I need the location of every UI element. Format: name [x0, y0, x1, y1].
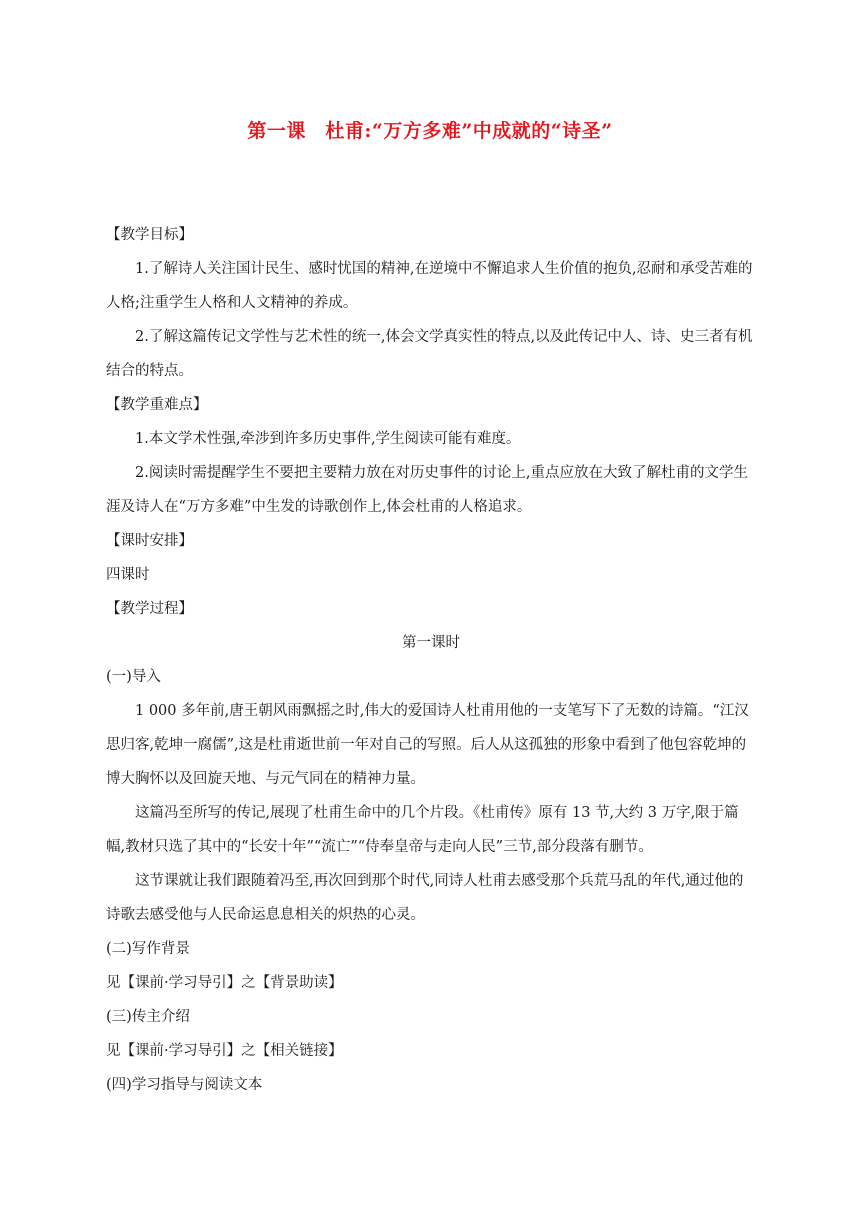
goal-item: 2.了解这篇传记文学性与艺术性的统一,体会文学真实性的特点,以及此传记中人、诗、史三者有机结合的特点。	[106, 329, 753, 379]
intro-paragraph: 1 000 多年前,唐王朝风雨飘摇之时,伟大的爱国诗人杜甫用他的一支笔写下了无数的诗篇。“江汉思归客,乾坤一腐儒”,这是杜甫逝世前一年对自己的写照。后人从这孤独的形象中看到了他包容乾坤的博大胸怀以及回旋天地、与元气同在的精神力量。	[106, 703, 749, 787]
author-text: 见【课前·学习导引】之【相关链接】	[106, 1043, 343, 1059]
background-heading: (二)写作背景	[106, 941, 190, 957]
intro-heading: (一)导入	[106, 669, 161, 685]
key-point-item: 1.本文学术性强,牵涉到许多历史事件,学生阅读可能有难度。	[135, 431, 521, 447]
author-heading: (三)传主介绍	[106, 1009, 190, 1025]
schedule-text: 四课时	[106, 567, 150, 583]
key-point-item: 2.阅读时需提醒学生不要把主要精力放在对历史事件的讨论上,重点应放在大致了解杜甫的文学生涯及诗人在“万方多难”中生发的诗歌创作上,体会杜甫的人格追求。	[106, 465, 748, 515]
lesson-title: 第一课时	[402, 635, 460, 651]
reading-heading: (四)学习指导与阅读文本	[106, 1077, 263, 1093]
process-heading: 【教学过程】	[106, 601, 193, 617]
schedule-heading: 【课时安排】	[106, 533, 193, 549]
page-title: 第一课 杜甫:“万方多难”中成就的“诗圣”	[247, 120, 613, 142]
intro-paragraph: 这篇冯至所写的传记,展现了杜甫生命中的几个片段。《杜甫传》原有 13 节,大约 3 万字,限于篇幅,教材只选了其中的“长安十年”“流亡”“侍奉皇帝与走向人民”三节,部分段落有删节。	[106, 805, 739, 855]
intro-paragraph: 这节课就让我们跟随着冯至,再次回到那个时代,同诗人杜甫去感受那个兵荒马乱的年代,通过他的诗歌去感受他与人民命运息息相关的炽热的心灵。	[106, 873, 744, 923]
background-text: 见【课前·学习导引】之【背景助读】	[106, 975, 343, 991]
goals-heading: 【教学目标】	[106, 227, 193, 243]
document-body	[106, 218, 756, 1102]
key-points-heading: 【教学重难点】	[106, 397, 208, 413]
goal-item: 1.了解诗人关注国计民生、感时忧国的精神,在逆境中不懈追求人生价值的抱负,忍耐和承受苦难的人格;注重学生人格和人文精神的养成。	[106, 261, 753, 311]
